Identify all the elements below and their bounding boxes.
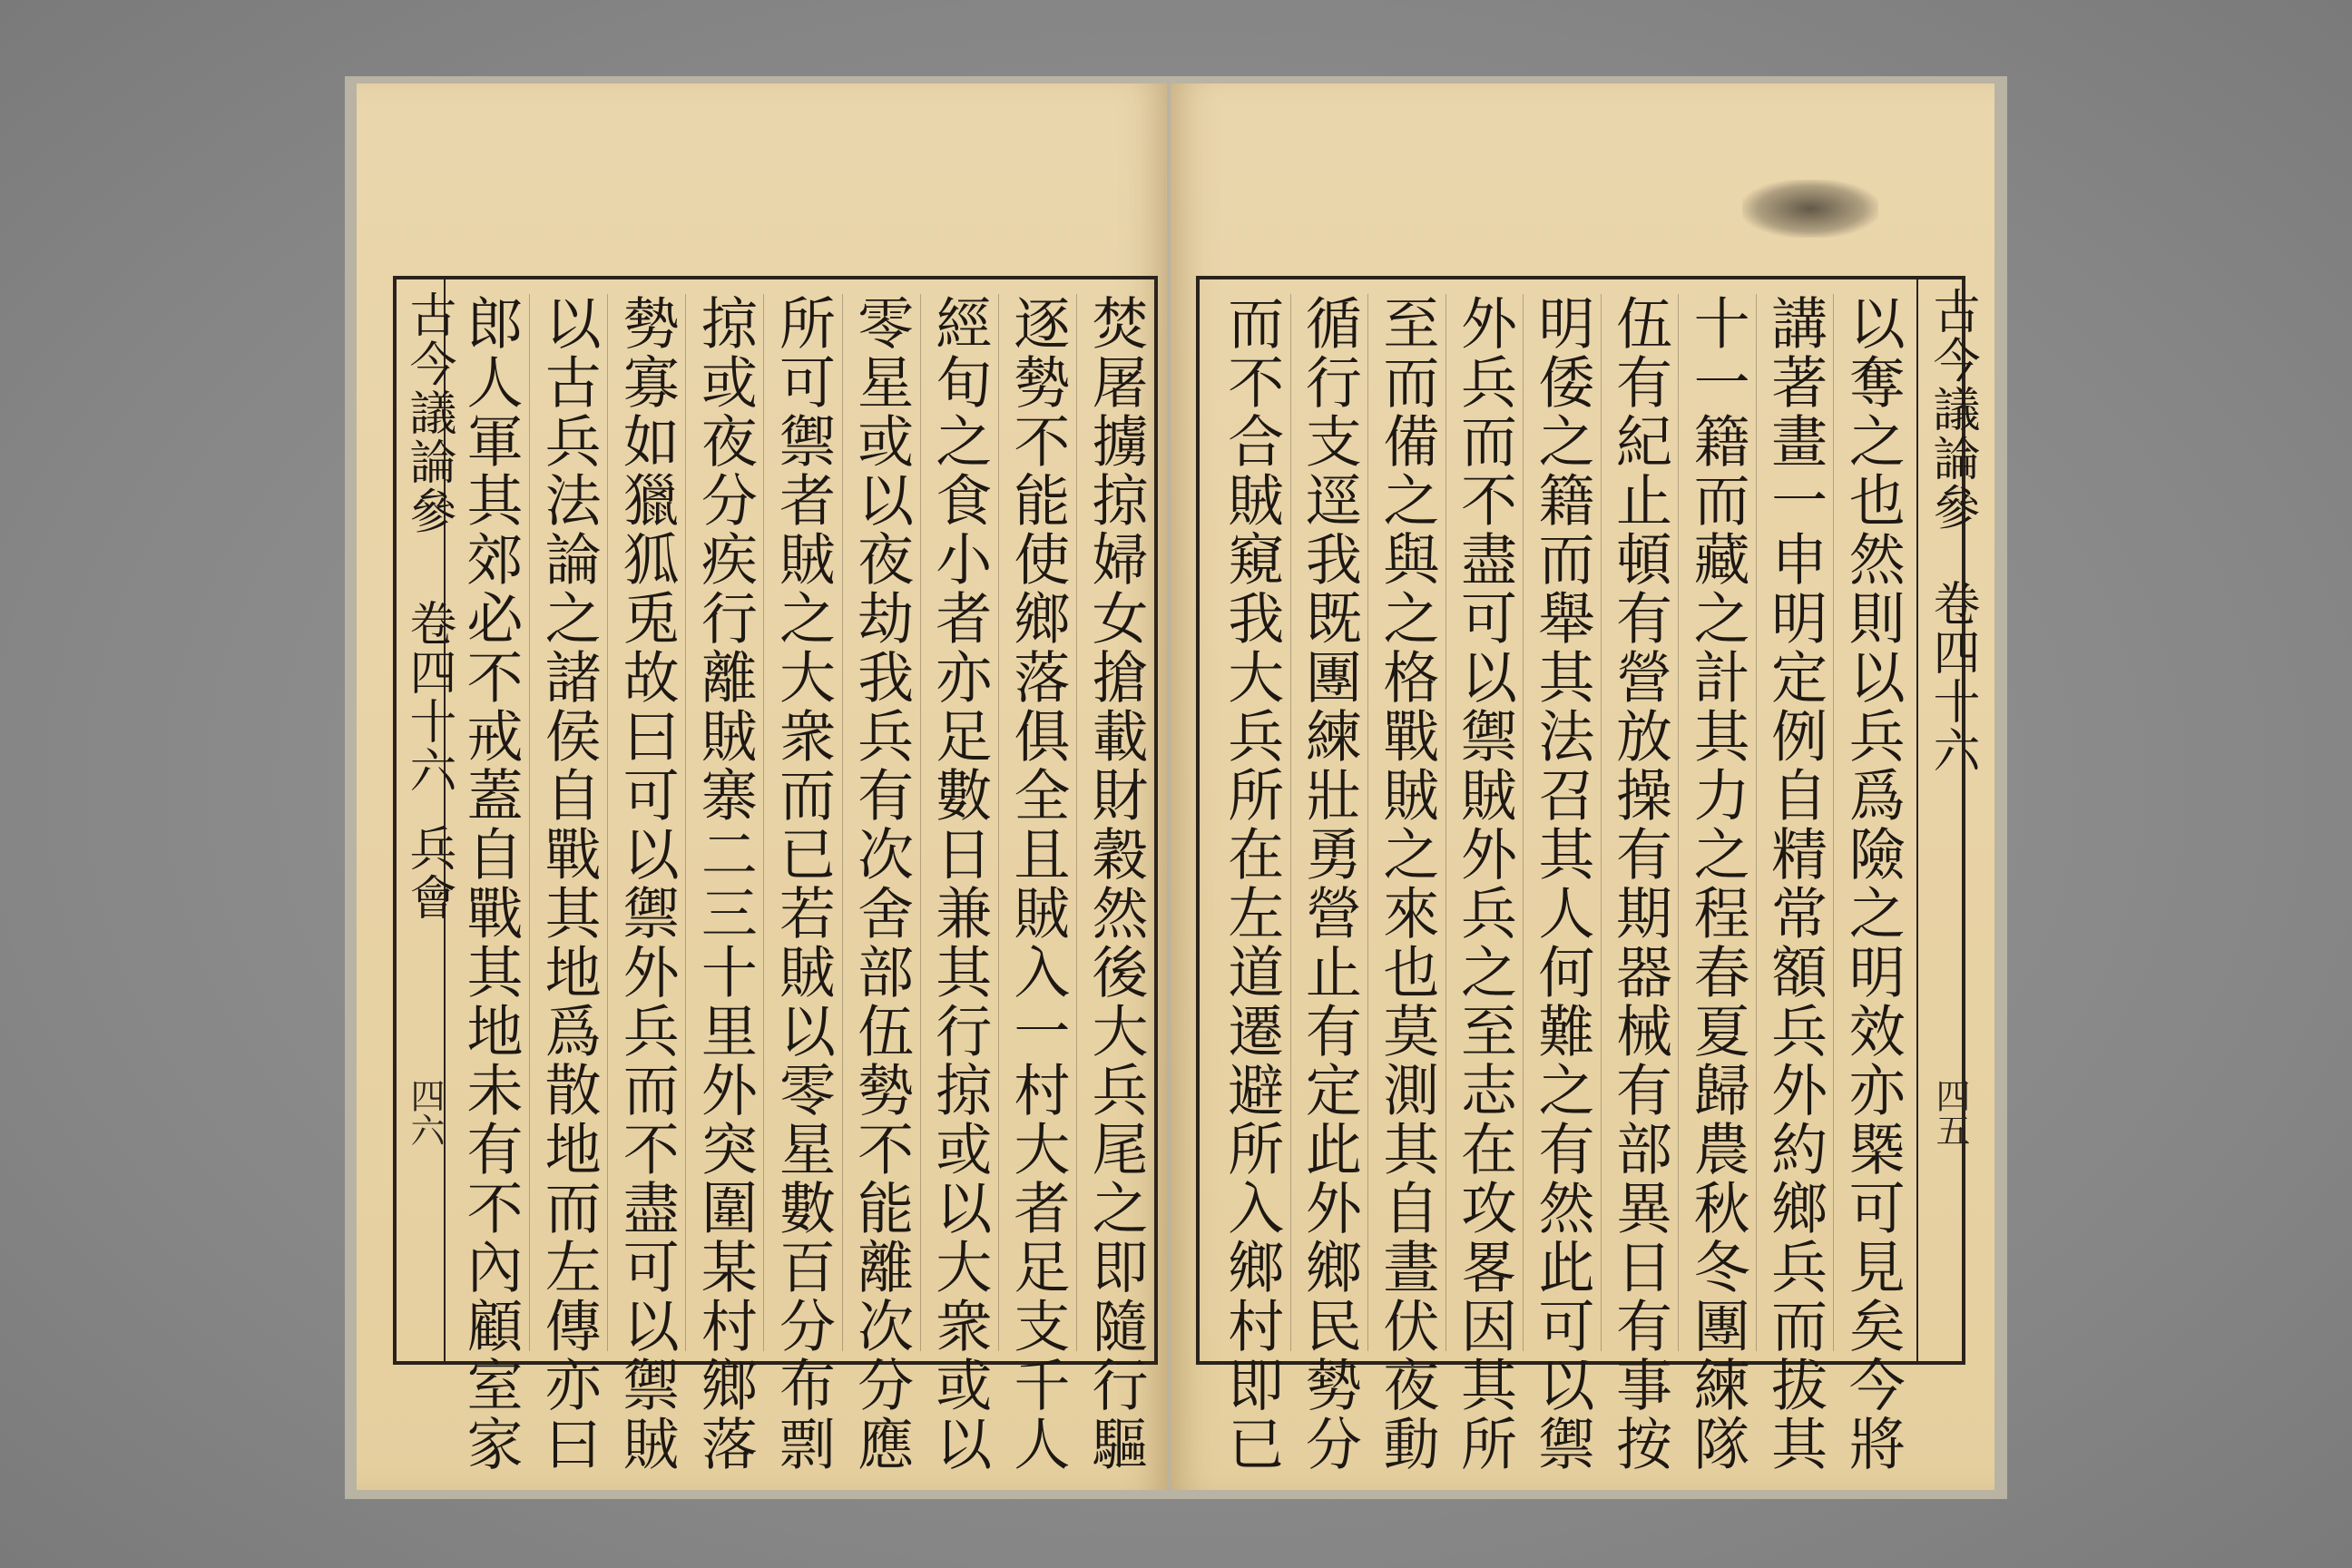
left-text-column-9: 郎人軍其郊必不戒蓋自戰其地未有不內顧室家 (457, 294, 524, 1474)
left-column-rule (1076, 294, 1077, 1351)
right-page-border (1196, 276, 1979, 1474)
left-text-column-5: 所可禦者賊之大衆而已若賊以零星數百分布剽 (769, 294, 837, 1474)
left-column-rule (607, 294, 608, 1351)
right-text-column-5: 明倭之籍而舉其法召其人何難之有然此可以禦 (1529, 294, 1595, 1474)
left-column-rule (685, 294, 686, 1351)
right-text-column-8: 循行支逕我既團練壯勇營止有定此外鄉民勢分 (1296, 294, 1363, 1474)
margin-title-left: 古今議論參 (401, 290, 456, 535)
margin-chapter-right: 卷四十六 (1925, 579, 1979, 775)
right-text-column-7: 至而備之與之格戰賊之來也莫測其自晝伏夜動 (1373, 294, 1440, 1474)
margin-section-left: 兵會 (401, 824, 456, 922)
left-column-rule (842, 294, 843, 1351)
right-column-rule (1367, 294, 1368, 1351)
right-column-rule (1833, 294, 1834, 1351)
right-text-column-3: 十一籍而藏之計其力之程春夏歸農秋冬團練隊 (1684, 294, 1751, 1474)
right-text-column-4: 伍有紀止頓有營放操有期器械有部異日有事按 (1606, 294, 1673, 1474)
left-text-column-3: 經旬之食小者亦足數日兼其行掠或以大衆或以 (926, 294, 993, 1474)
right-page (1171, 83, 1994, 1490)
folio-right: 四五 (1930, 1078, 1970, 1147)
left-text-column-2: 逐勢不能使鄉落俱全且賊入一村大者足支千人 (1004, 294, 1071, 1474)
left-column-rule (763, 294, 764, 1351)
left-text-column-1: 焚屠擄掠婦女搶載財穀然後大兵尾之即隨行驅 (1082, 294, 1149, 1474)
right-text-column-1: 以奪之也然則以兵爲險之明效亦槩可見矣今將 (1839, 294, 1906, 1474)
left-text-block (451, 294, 1154, 1474)
right-text-block (1212, 294, 1911, 1474)
right-text-column-2: 講著畫一申明定例自精常額兵外約鄉兵而拔其 (1761, 294, 1828, 1474)
right-column-rule (1601, 294, 1602, 1351)
margin-title-right: 古今議論參 (1925, 287, 1979, 532)
right-column-rule (1290, 294, 1291, 1351)
left-text-column-6: 掠或夜分疾行離賊寨二三十里外突圍某村鄉落 (691, 294, 759, 1474)
right-column-rule (1523, 294, 1524, 1351)
margin-chapter-left: 卷四十六 (401, 599, 456, 795)
left-page (357, 83, 1167, 1490)
left-text-column-8: 以古兵法論之諸侯自戰其地爲散地而左傳亦曰 (535, 294, 603, 1474)
folio-left: 四六 (405, 1078, 445, 1147)
left-page-border (393, 276, 1158, 1474)
left-column-rule (529, 294, 530, 1351)
right-text-column-6: 外兵而不盡可以禦賊外兵之至志在攻畧因其所 (1451, 294, 1518, 1474)
left-text-column-7: 勢寡如獵狐兎故曰可以禦外兵而不盡可以禦賊 (613, 294, 681, 1474)
right-text-column-9: 而不合賊窺我大兵所在左道遷避所入鄉村即已 (1218, 294, 1285, 1474)
right-column-rule (1756, 294, 1757, 1351)
seal-smudge (1742, 180, 1878, 238)
left-column-rule (998, 294, 999, 1351)
left-column-rule (920, 294, 921, 1351)
left-text-column-4: 零星或以夜劫我兵有次舍部伍勢不能離次分應 (848, 294, 915, 1474)
right-column-rule (1678, 294, 1679, 1351)
